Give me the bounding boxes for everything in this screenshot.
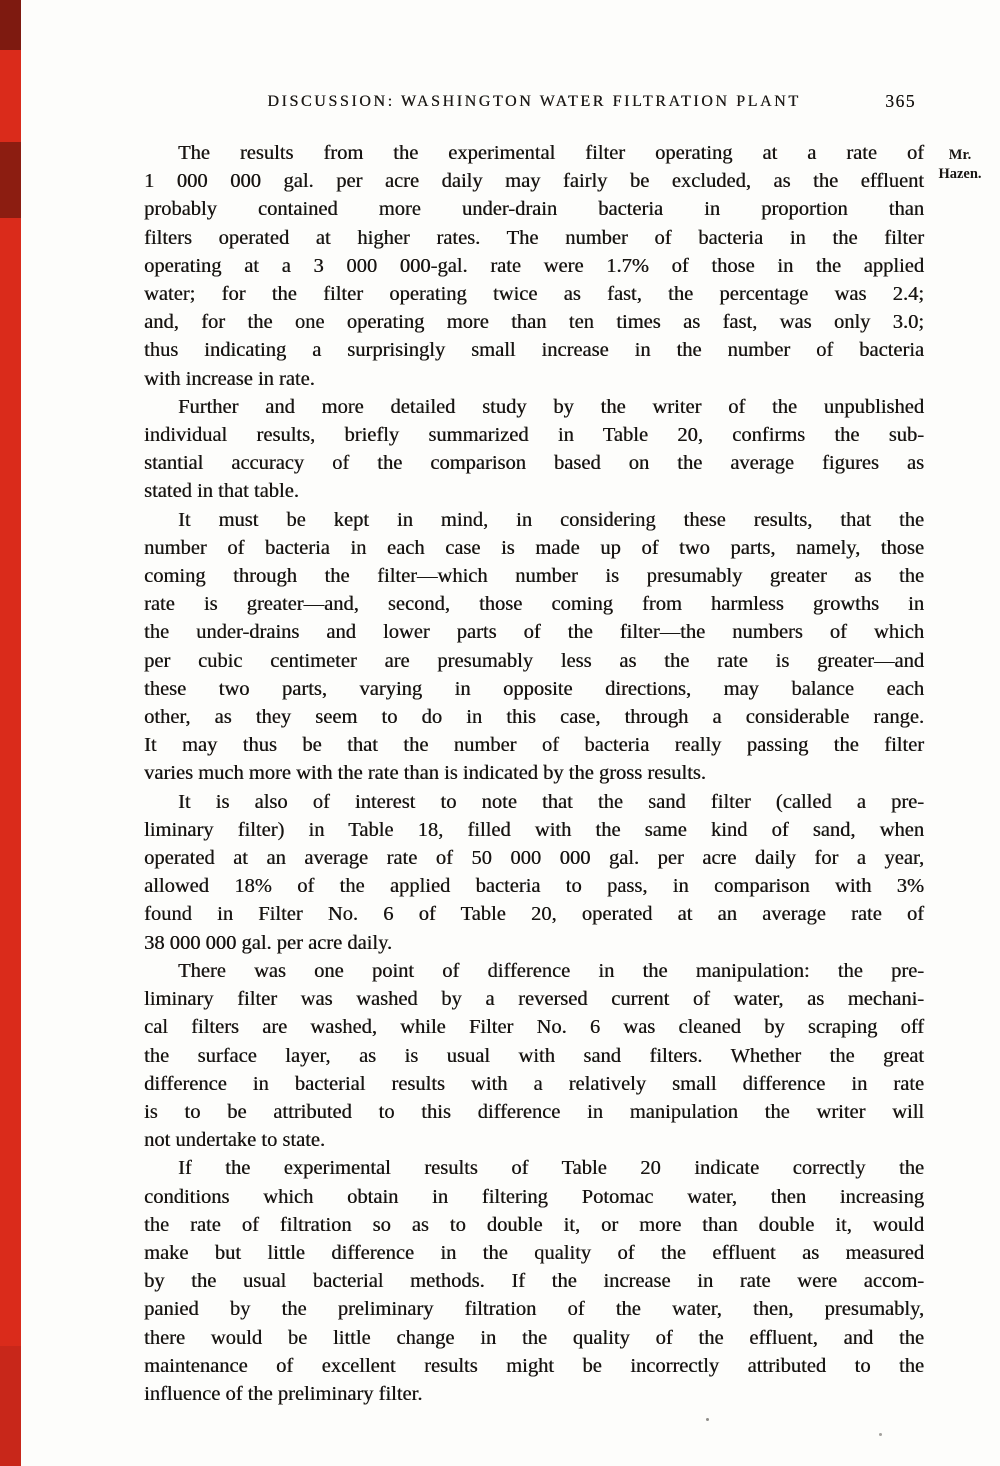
paragraph-4 <box>144 788 924 957</box>
text-line: varies much more with the rate than is indicated by the gross results. <box>144 762 706 785</box>
text-line: there would be little change in the quality of the effluent, and the <box>144 1326 924 1349</box>
text-line: these two parts, varying in opposite directions, may balance each <box>144 677 924 700</box>
text-line: 38 000 000 gal. per acre daily. <box>144 931 393 954</box>
text-line: 1 000 000 gal. per acre daily may fairly be excluded, as the effluent <box>144 170 924 193</box>
scan-edge-stripe <box>0 0 21 1466</box>
text-line: and, for the one operating more than ten times as fast, was only 3.0; <box>144 311 924 334</box>
speaker-name: Hazen. <box>938 165 982 182</box>
paragraph-5 <box>144 957 924 1154</box>
scan-speck <box>879 1433 882 1436</box>
text-line: influence of the preliminary filter. <box>144 1382 423 1405</box>
text-line: is to be attributed to this difference in manipulation the writer will <box>144 1100 924 1123</box>
text-line: filters operated at higher rates. The number of bacteria in the filter <box>144 226 924 249</box>
scan-speck <box>706 1418 709 1421</box>
text-line: the under-drains and lower parts of the filter—the numbers of which <box>144 621 924 644</box>
text-line: the rate of filtration so as to double it, or more than double it, would <box>144 1213 924 1236</box>
text-line: make but little difference in the quality of the effluent as measured <box>144 1241 924 1264</box>
paragraph-2 <box>144 393 924 506</box>
text-line: found in Filter No. 6 of Table 20, operated at an average rate of <box>144 903 924 926</box>
text-line: other, as they seem to do in this case, through a considerable range. <box>144 706 924 729</box>
text-line: per cubic centimeter are presumably less as the rate is greater—and <box>144 649 924 672</box>
text-line: liminary filter) in Table 18, filled with the same kind of sand, when <box>144 818 924 841</box>
text-line: It may thus be that the number of bacteria really passing the filter <box>144 734 924 757</box>
paragraph-1 <box>144 139 924 393</box>
text-line: operated at an average rate of 50 000 000 gal. per acre daily for a year, <box>144 847 924 870</box>
text-line: conditions which obtain in filtering Potomac water, then increasing <box>144 1185 924 1208</box>
text-line: by the usual bacterial methods. If the increase in rate were accom- <box>144 1270 924 1293</box>
text-line: stated in that table. <box>144 480 299 503</box>
text-line: It must be kept in mind, in considering these results, that the <box>178 508 924 531</box>
text-line: not undertake to state. <box>144 1129 326 1152</box>
text-line: There was one point of difference in the manipulation: the pre- <box>178 959 924 982</box>
text-line: Further and more detailed study by the writer of the unpublished <box>178 395 924 418</box>
text-line: water; for the filter operating twice as fast, the percentage was 2.4; <box>144 283 924 306</box>
text-line: If the experimental results of Table 20 indicate correctly the <box>178 1157 924 1180</box>
paragraph-3 <box>144 506 924 788</box>
text-line: allowed 18% of the applied bacteria to pass, in comparison with 3% <box>144 875 924 898</box>
text-line: with increase in rate. <box>144 367 315 390</box>
speaker-margin-note <box>920 146 1000 183</box>
text-line: rate is greater—and, second, those coming from harmless growths in <box>144 593 924 616</box>
page-number: 365 <box>885 91 916 111</box>
page-body-text <box>144 139 924 1408</box>
scan-edge-stripe-dark-segment <box>0 142 21 218</box>
running-head <box>144 93 924 117</box>
page-title: DISCUSSION: WASHINGTON WATER FILTRATION PLANT <box>267 93 801 110</box>
text-line: liminary filter was washed by a reversed current of water, as mechani- <box>144 988 924 1011</box>
text-line: cal filters are washed, while Filter No. 6 was cleaned by scraping off <box>144 1016 924 1039</box>
paragraph-6 <box>144 1154 924 1408</box>
speaker-prefix: Mr. <box>948 147 972 163</box>
text-line: operating at a 3 000 000-gal. rate were 1.7% of those in the applied <box>144 254 924 277</box>
text-line: the surface layer, as is usual with sand filters. Whether the great <box>144 1044 924 1067</box>
text-line: difference in bacterial results with a relatively small difference in rate <box>144 1072 924 1095</box>
text-line: individual results, briefly summarized in Table 20, confirms the sub- <box>144 424 924 447</box>
text-line: number of bacteria in each case is made up of two parts, namely, those <box>144 536 924 559</box>
scan-edge-stripe-shade <box>0 1346 21 1466</box>
text-line: coming through the filter—which number is presumably greater as the <box>144 565 924 588</box>
text-line: stantial accuracy of the comparison based on the average figures as <box>144 452 924 475</box>
text-line: It is also of interest to note that the sand filter (called a pre- <box>178 790 924 813</box>
text-line: The results from the experimental filter operating at a rate of <box>178 142 924 164</box>
text-line: maintenance of excellent results might be incorrectly attributed to the <box>144 1354 924 1377</box>
text-line: thus indicating a surprisingly small increase in the number of bacteria <box>144 339 924 362</box>
scan-edge-stripe-dark-segment <box>0 0 21 50</box>
text-line: probably contained more under-drain bacteria in proportion than <box>144 198 924 221</box>
text-line: panied by the preliminary filtration of the water, then, presumably, <box>144 1298 924 1321</box>
